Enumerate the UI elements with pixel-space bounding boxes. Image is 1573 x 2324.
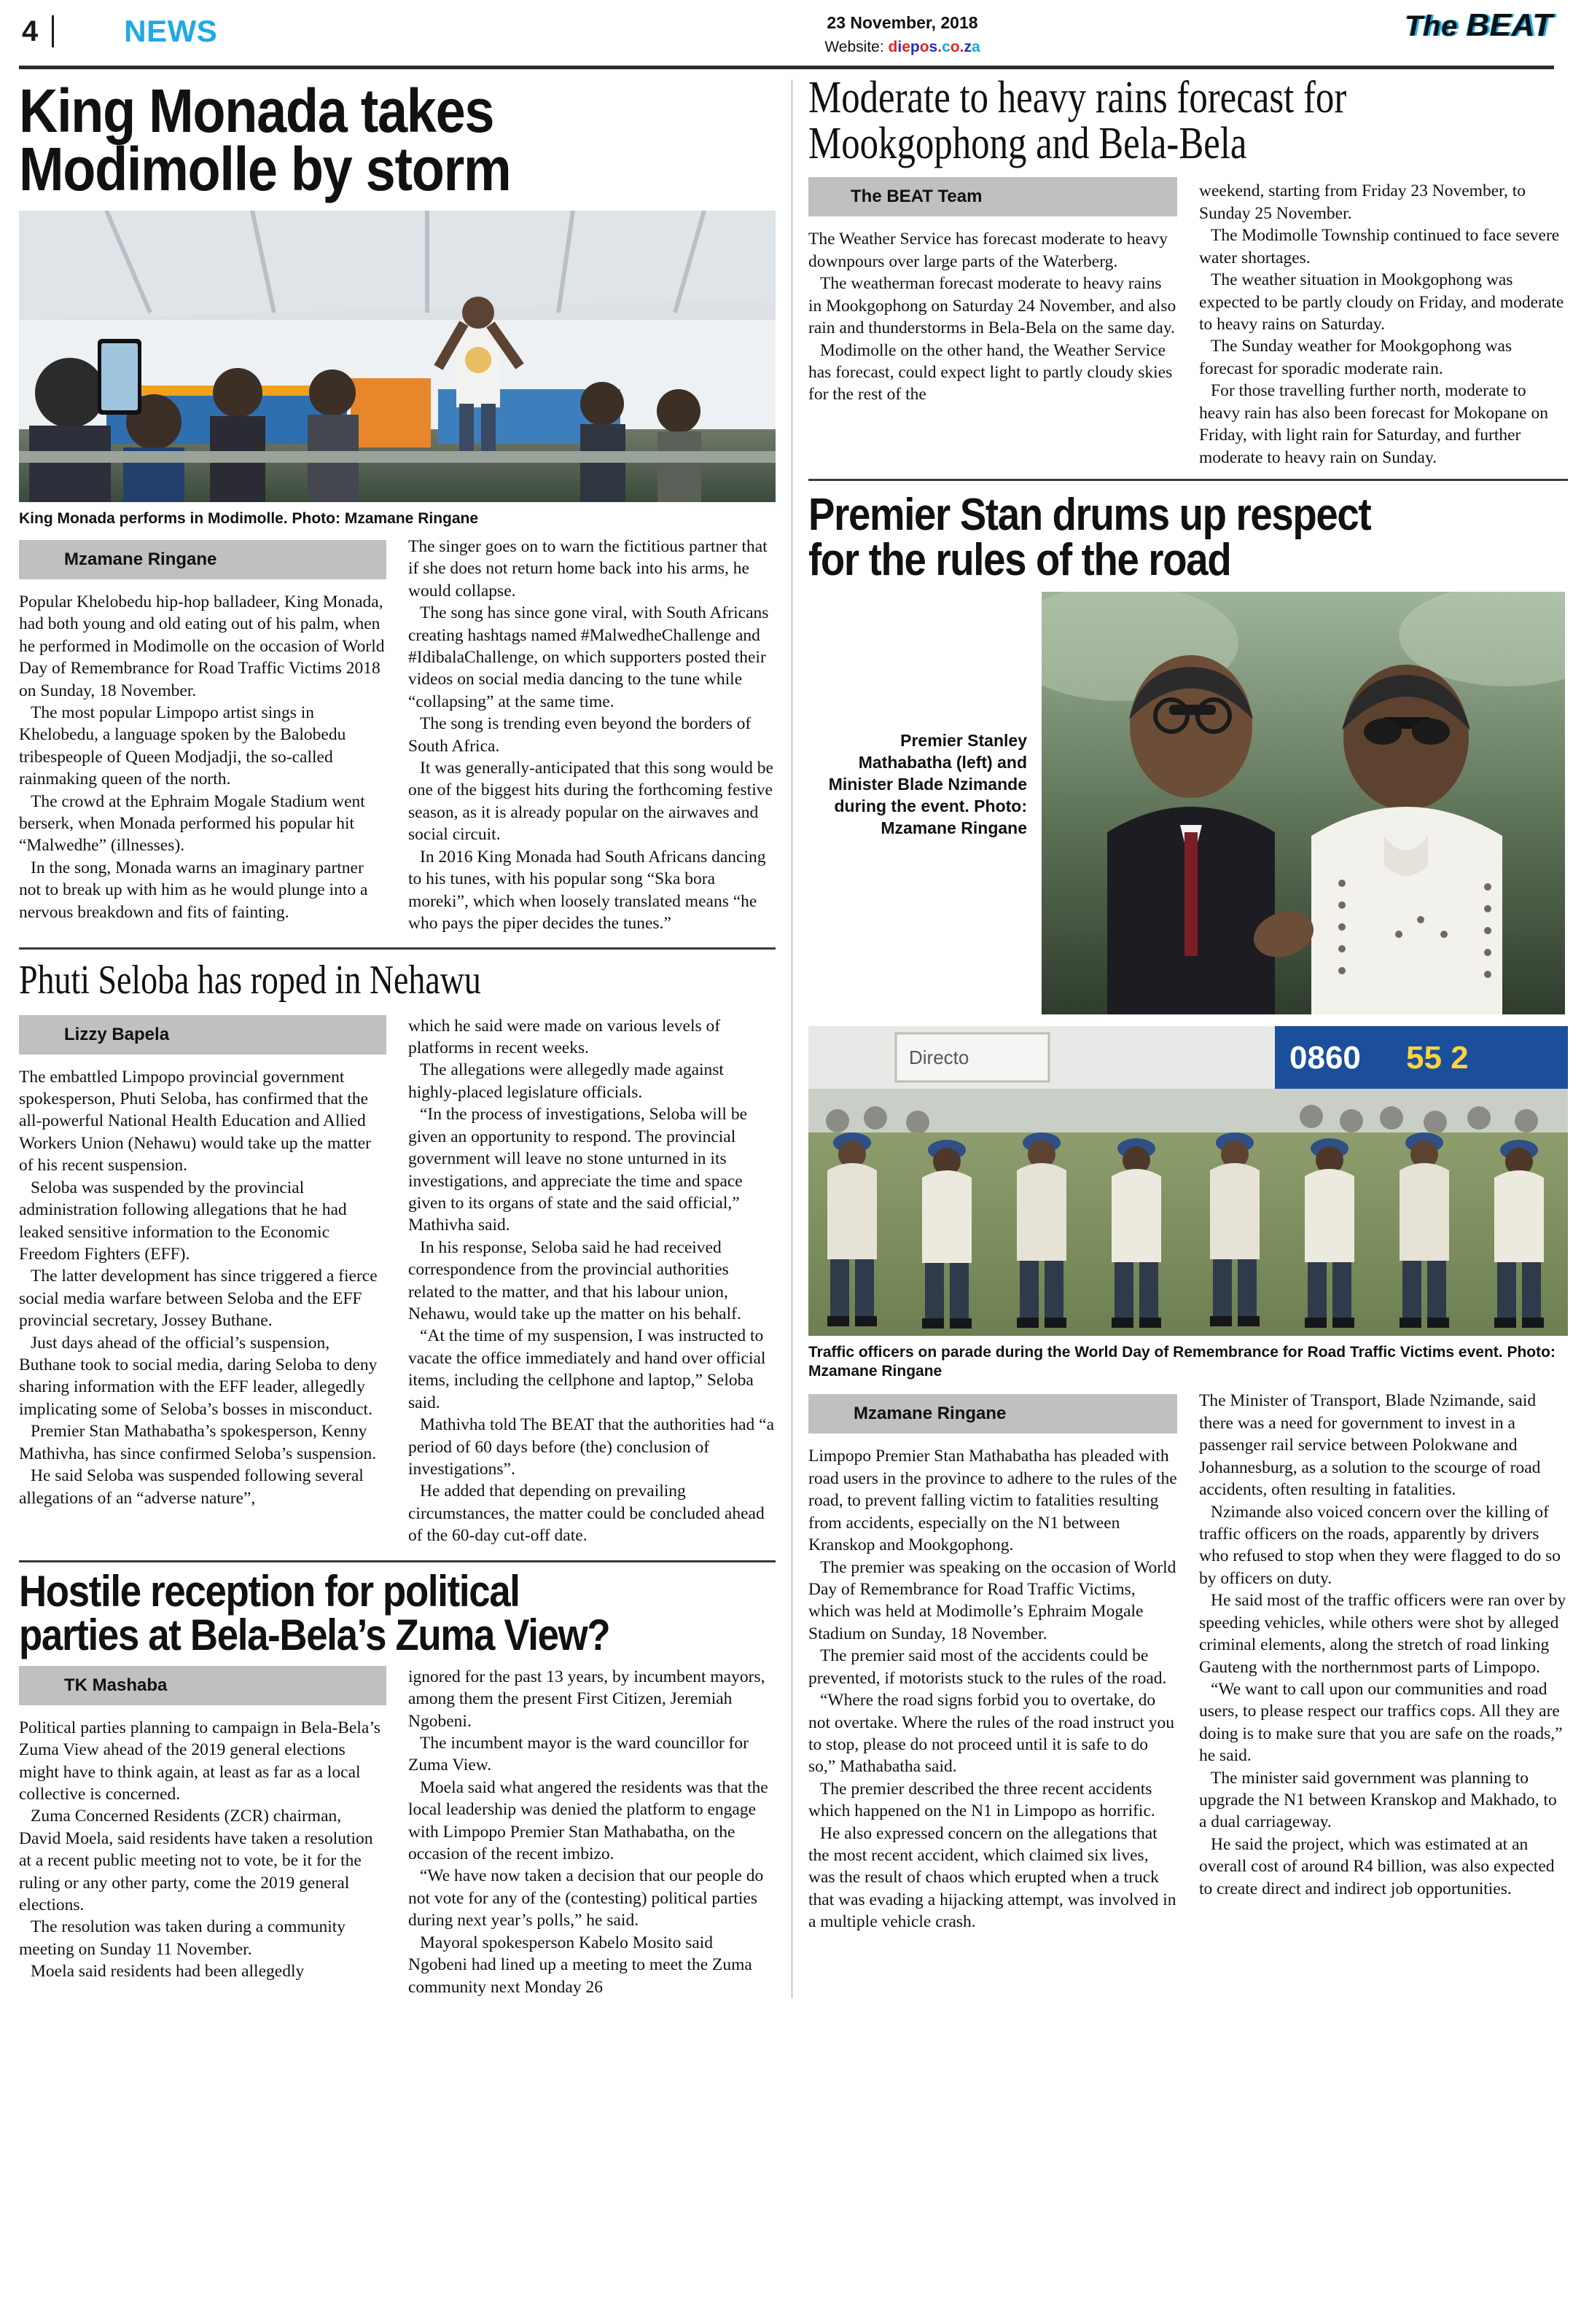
headline-line-2: for the rules of the road xyxy=(808,534,1231,585)
svg-text:0860: 0860 xyxy=(1289,1039,1361,1076)
paragraph: Mayoral spokesperson Kabelo Mosito said Ngobeni had lined up a meeting to meet the Zuma community next Monday 26 xyxy=(408,1933,752,1997)
headline-line-1: Premier Stan drums up respect xyxy=(808,489,1371,540)
paragraph: The Modimolle Township continued to face severe water shortages. xyxy=(1199,226,1560,267)
paragraph: The resolution was taken during a community meeting on Sunday 11 November. xyxy=(19,1917,346,1959)
website-label: Website: xyxy=(824,39,884,55)
left-column xyxy=(19,69,776,1998)
article-hostile-reception xyxy=(19,1566,776,1998)
paragraph: The Minister of Transport, Blade Nzimande, said there was a need for government to invest in a passenger rail service between Polokwane and Johannesburg, as a solution to the scourge of road accidents, often resulting in fatalities. xyxy=(1199,1391,1541,1500)
caption-traffic-parade: Traffic officers on parade during the World Day of Remembrance for Road Traffic Victims event. Photo: Mzamane Ringane xyxy=(808,1343,1556,1380)
website-url-char: s xyxy=(929,39,938,55)
paragraph: In 2016 King Monada had South Africans dancing to his tunes, with his popular song “Ska bora moreki”, which when loosely translated means “he who pays the piper decides the tunes.” xyxy=(408,847,766,934)
caption-premier-wrap xyxy=(808,592,1027,839)
photo-premier-and-minister xyxy=(1042,592,1565,1014)
byline-mzamane-ringane-2: Mzamane Ringane xyxy=(808,1394,1177,1433)
body-text-column-2 xyxy=(1199,1390,1568,1900)
article-premier-stan xyxy=(808,489,1568,1014)
right-column xyxy=(808,69,1568,1998)
paragraph: He said most of the traffic officers were ran over by speeding vehicles, while others were shot by alleged criminal elements, along the stretch of road linking Gauteng with the northernmost parts of Limpopo. xyxy=(1199,1591,1566,1677)
paragraph: The most popular Limpopo artist sings in Khelobedu, a language spoken by the Balobedu tribespeople of Queen Modjadji, the so-called rainmaking queen of the north. xyxy=(19,703,346,789)
paragraph: “Where the road signs forbid you to overtake, do not overtake. Where the rules of the road instruct you to stop, please do not proceed until it is safe to do so,” Mathabatha said. xyxy=(808,1691,1175,1777)
website-url-char: d xyxy=(888,39,898,55)
website-line xyxy=(742,39,1063,56)
column-2 xyxy=(1199,1387,1568,1933)
logo-the: The xyxy=(1405,10,1467,42)
paragraph: Political parties planning to campaign in Bela-Bela’s Zuma View ahead of the 2019 general elections might have to think again, at least as far as a local collective is concerned. xyxy=(19,1718,380,1804)
paragraph: “In the process of investigations, Seloba will be given an opportunity to respond. The provincial government will leave no stone unturned in its investigations, and appreciate the time and space given to its organs of state and the said official,” Mathivha said. xyxy=(408,1105,748,1235)
page-number: 4 xyxy=(22,15,38,47)
masthead xyxy=(0,0,1573,63)
paragraph: “We have now taken a decision that our people do not vote for any of the (contesting) political parties during next year’s polls,” he said. xyxy=(408,1866,764,1930)
website-url-char: o xyxy=(950,39,960,55)
website-url-char: . xyxy=(937,39,942,55)
date-block xyxy=(742,13,1063,56)
article-hostile-columns xyxy=(19,1666,776,1998)
paragraph: ignored for the past 13 years, by incumbent mayors, among them the present First Citizen, Jeremiah Ngobeni. xyxy=(408,1667,765,1731)
byline-lizzy-bapela: Lizzy Bapela xyxy=(19,1015,386,1055)
website-url-char: p xyxy=(910,39,920,55)
paragraph: He also expressed concern on the allegations that the most recent accident, which claimed six lives, was the result of chaos which erupted when a truck that was evading a hijacking attempt, was involved in a multiple vehicle crash. xyxy=(808,1823,1176,1932)
headline-line-2: Mookgophong and Bela-Bela xyxy=(808,119,1247,169)
paragraph: The singer goes on to warn the fictitious partner that if she does not return home back into his arms, he would collapse. xyxy=(408,536,768,600)
headline-premier-stan xyxy=(808,489,1477,585)
article-traffic-parade xyxy=(808,1026,1568,1933)
article-phuti-seloba-columns xyxy=(19,1015,776,1547)
paragraph: In his response, Seloba said he had received correspondence from the provincial authorities related to the matter, and that his labour union, Nehawu, would take up the matter on his behalf. xyxy=(408,1237,741,1324)
column-1 xyxy=(19,1666,386,1998)
article-divider-rule xyxy=(19,1560,776,1562)
paragraph: Mathivha told The BEAT that the authorities had “a period of 60 days before (the) conclusion of investigations”. xyxy=(408,1415,774,1479)
paragraph: Nzimande also voiced concern over the killing of traffic officers on the roads, apparently by drivers who refused to stop when they were flagged to do so by officers on duty. xyxy=(1199,1502,1561,1588)
website-url[interactable] xyxy=(889,39,980,55)
headline-line-2: parties at Bela-Bela’s Zuma View? xyxy=(19,1610,610,1659)
publication-logo xyxy=(1405,7,1553,44)
paragraph: The Sunday weather for Mookgophong was forecast for sporadic moderate rain. xyxy=(1199,337,1512,378)
paragraph: The premier described the three recent accidents which happened on the N1 in Limpopo as horrific. xyxy=(808,1779,1155,1821)
paragraph: The song is trending even beyond the borders of South Africa. xyxy=(408,714,752,756)
website-url-char: e xyxy=(902,39,910,55)
photo-king-monada-performance xyxy=(19,211,776,502)
paragraph: Moela said what angered the residents was that the local leadership was denied the platform to engage with Limpopo Premier Stan Mathabatha, on the occasion of the recent imbizo. xyxy=(408,1777,768,1864)
svg-text:Directo: Directo xyxy=(909,1046,969,1068)
paragraph: Modimolle on the other hand, the Weather Service has forecast, could expect light to partly cloudy skies for the rest of the xyxy=(808,340,1173,404)
body-text-column-1 xyxy=(19,591,386,923)
paragraph: Popular Khelobedu hip-hop balladeer, King Monada, had both young and old eating out of his palm, when he performed in Modimolle on the occasion of World Day of Remembrance for Road Traffic Victims 2018 on Sunday, 18 November. xyxy=(19,592,385,700)
website-url-char: o xyxy=(919,39,929,55)
paragraph: He added that depending on prevailing circumstances, the matter could be concluded ahead of the 60-day cut-off date. xyxy=(408,1482,765,1546)
article-parade-columns xyxy=(808,1387,1568,1933)
paragraph: The latter development has since triggered a fierce social media warfare between Seloba and the EFF provincial secretary, Jossey Buthane. xyxy=(19,1267,378,1331)
paragraph: which he said were made on various levels of platforms in recent weeks. xyxy=(408,1016,721,1057)
publication-date: 23 November, 2018 xyxy=(827,13,978,32)
premier-photo-row xyxy=(808,592,1568,1014)
paragraph: Seloba was suspended by the provincial administration following allegations that he had leaked sensitive information to the Economic Freedom Fighters (EFF). xyxy=(19,1178,347,1264)
byline-tk-mashaba: TK Mashaba xyxy=(19,1666,386,1705)
paragraph: weekend, starting from Friday 23 November, to Sunday 25 November. xyxy=(1199,181,1526,223)
headline-line-1: Moderate to heavy rains forecast for xyxy=(808,73,1347,122)
section-label: NEWS xyxy=(124,14,218,48)
body-text-column-2 xyxy=(408,536,776,935)
website-url-char: i xyxy=(897,39,902,55)
page-body xyxy=(0,69,1573,1998)
paragraph: For those travelling further north, moderate to heavy rain has also been forecast for Mokopane on Friday, with light rain for Saturday, and further moderate to heavy rain on Sunday. xyxy=(1199,381,1548,467)
body-text-column-1 xyxy=(19,1066,386,1509)
photo-traffic-officers-parade xyxy=(808,1026,1568,1336)
article-king-monada-columns xyxy=(19,533,776,935)
paragraph: The premier was speaking on the occasion of World Day of Remembrance for Road Traffic Victims, which was held at Modimolle’s Ephraim Mogale Stadium on Sunday, 18 November. xyxy=(808,1557,1176,1643)
byline-mzamane-ringane: Mzamane Ringane xyxy=(19,540,386,579)
column-2 xyxy=(408,533,776,935)
paragraph: The song has since gone viral, with South Africans creating hashtags named #MalwedheChallenge and #IdibalaChallenge, on which supporters posted their videos on social media dancing to the tune while “collapsing” at the same time. xyxy=(408,603,769,711)
website-url-char: . xyxy=(959,39,964,55)
body-text-column-1 xyxy=(808,1445,1177,1933)
paragraph: The incumbent mayor is the ward councillor for Zuma View. xyxy=(408,1733,749,1775)
masthead-divider xyxy=(52,15,54,47)
caption-premier-stanley: Premier Stanley Mathabatha (left) and Minister Blade Nzimande during the event. Photo: Mzamane Ringane xyxy=(828,730,1027,837)
article-weather-columns xyxy=(808,177,1568,468)
column-1 xyxy=(19,533,386,935)
website-url-char: c xyxy=(942,39,951,55)
svg-text:55 2: 55 2 xyxy=(1406,1039,1469,1076)
paragraph: In the song, Monada warns an imaginary partner not to break up with him as he would plunge into a nervous breakdown and fits of fainting. xyxy=(19,858,368,922)
headline-king-monada xyxy=(19,77,684,203)
caption-king-monada: King Monada performs in Modimolle. Photo: Mzamane Ringane xyxy=(19,509,479,527)
paragraph: Zuma Concerned Residents (ZCR) chairman, David Moela, said residents have taken a resolution at a recent public meeting not to vote, be it for the ruling or any other party, come the 2019 general elections. xyxy=(19,1807,373,1915)
column-2 xyxy=(408,1015,776,1547)
paragraph: The embattled Limpopo provincial government spokesperson, Phuti Seloba, has confirmed that the all-powerful National Health Education and Allied Workers Union (Nehawu) would take up the matter of his recent suspension. xyxy=(19,1067,371,1175)
paragraph: Limpopo Premier Stan Mathabatha has pleaded with road users in the province to adhere to the rules of the road, to prevent falling victim to fatalities resulting from accidents, especially on the N1 between Kranskop and Mookgophong. xyxy=(808,1447,1177,1555)
paragraph: Premier Stan Mathabatha’s spokesperson, Kenny Mathivha, has since confirmed Seloba’s suspension. xyxy=(19,1422,377,1463)
body-text-column-2 xyxy=(408,1015,776,1547)
paragraph: The crowd at the Ephraim Mogale Stadium went berserk, when Monada performed his popular hit “Malwedhe” (illnesses). xyxy=(19,791,365,856)
body-text-column-1 xyxy=(808,228,1177,405)
body-text-column-2 xyxy=(408,1666,776,1998)
paragraph: Moela said residents had been allegedly xyxy=(31,1962,305,1981)
column-1 xyxy=(808,177,1177,468)
paragraph: He said Seloba was suspended following several allegations of an “adverse nature”, xyxy=(19,1466,364,1508)
paragraph: The Weather Service has forecast moderate to heavy downpours over large parts of the Waterberg. xyxy=(808,230,1168,271)
body-text-column-1 xyxy=(19,1717,386,1983)
article-king-monada xyxy=(19,77,776,950)
paragraph: The premier said most of the accidents could be prevented, if motorists stuck to the rules of the road. xyxy=(808,1646,1167,1688)
article-weather-forecast xyxy=(808,75,1568,481)
article-divider-rule xyxy=(19,947,776,950)
headline-line-2: Modimolle by storm xyxy=(19,134,511,203)
paragraph: “We want to call upon our communities and road users, to please respect our traffics cops. All they are doing is to make sure that you are safe on the roads,” he said. xyxy=(1199,1679,1563,1766)
paragraph: The minister said government was planning to upgrade the N1 between Kranskop and Makhado, to a dual carriageway. xyxy=(1199,1768,1557,1832)
logo-beat: BEAT xyxy=(1466,7,1553,43)
paragraph: The weather situation in Mookgophong was expected to be partly cloudy on Friday, and moderate to heavy rains on Saturday. xyxy=(1199,270,1564,334)
paragraph: “At the time of my suspension, I was instructed to vacate the office immediately and hand over official items, including the cellphone and laptop,” Seloba said. xyxy=(408,1326,766,1412)
article-phuti-seloba xyxy=(19,960,776,1562)
headline-phuti-seloba: Phuti Seloba has roped in Nehawu xyxy=(19,958,481,1003)
column-1 xyxy=(19,1015,386,1547)
column-2 xyxy=(1199,177,1568,468)
paragraph: Just days ahead of the official’s suspension, Buthane took to social media, daring Seloba to deny sharing information with the EFF leader, allegedly implicating some of Seloba’s bosses in misconduct. xyxy=(19,1333,378,1419)
byline-the-beat-team: The BEAT Team xyxy=(808,177,1177,216)
website-url-char: z xyxy=(964,39,972,55)
paragraph: He said the project, which was estimated at an overall cost of around R4 billion, was also expected to create direct and indirect job opportunities. xyxy=(1199,1834,1555,1898)
headline-weather-forecast xyxy=(808,75,1431,167)
headline-line-1: King Monada takes xyxy=(19,77,494,145)
paragraph: The weatherman forecast moderate to heavy rains in Mookgophong on Saturday 24 November, and also rain and thunderstorms in Bela-Bela on the same day. xyxy=(808,274,1176,338)
article-divider-rule xyxy=(808,479,1568,481)
website-url-char: a xyxy=(971,39,980,55)
paragraph: The allegations were allegedly made against highly-placed legislature officials. xyxy=(408,1060,724,1102)
column-1 xyxy=(808,1387,1177,1933)
headline-line-1: Hostile reception for political xyxy=(19,1566,520,1616)
column-2 xyxy=(408,1666,776,1998)
body-text-column-2 xyxy=(1199,180,1568,468)
headline-hostile-reception xyxy=(19,1566,684,1659)
paragraph: It was generally-anticipated that this song would be one of the biggest hits during the forthcoming festive season, as it is already popular on the airwaves and social circuit. xyxy=(408,759,773,845)
